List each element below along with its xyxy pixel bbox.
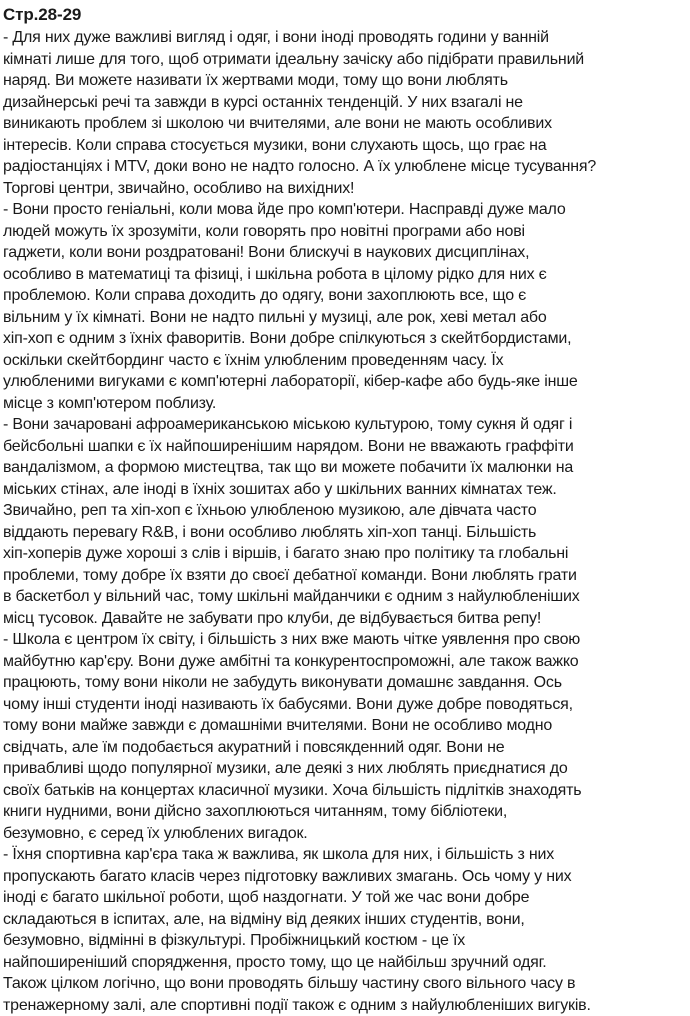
text-line: свідчать, але їм подобається акуратний і повсякденний одяг. Вони не	[3, 737, 687, 759]
text-line: вільним у їх кімнаті. Вони не надто пильні у музиці, але рок, хеві метал або	[3, 307, 687, 329]
text-line: бейсбольні шапки є їх найпоширенішим нарядом. Вони не вважають граффіти	[3, 436, 687, 458]
text-line: Звичайно, реп та хіп-хоп є їхньою улюбленою музикою, але дівчата часто	[3, 500, 687, 522]
text-line: Торгові центри, звичайно, особливо на вихідних!	[3, 178, 687, 200]
text-line: - Їхня спортивна кар'єра така ж важлива, як школа для них, і більшість з них	[3, 844, 687, 866]
text-line: - Школа є центром їх світу, і більшість з них вже мають чітке уявлення про свою	[3, 629, 687, 651]
text-line: пропускають багато класів через підготовку важливих змагань. Ось чому у них	[3, 866, 687, 888]
text-line: проблеми, тому добре їх взяти до своєї дебатної команди. Вони люблять грати	[3, 565, 687, 587]
text-line: віддають перевагу R&B, і вони особливо люблять хіп-хоп танці. Більшість	[3, 522, 687, 544]
text-line: складаються в іспитах, але, на відміну від деяких інших студентів, вони,	[3, 909, 687, 931]
text-line: привабливі щодо популярної музики, але деякі з них люблять приєднатися до	[3, 758, 687, 780]
text-line: безумовно, є серед їх улюблених вигадок.	[3, 823, 687, 845]
text-line: працюють, тому вони ніколи не забудуть виконувати домашнє завдання. Ось	[3, 672, 687, 694]
text-line: улюбленими вигуками є комп'ютерні лабораторії, кібер-кафе або будь-яке інше	[3, 371, 687, 393]
text-line: - Для них дуже важливі вигляд і одяг, і вони іноді проводять години у ванній	[3, 27, 687, 49]
paragraph	[3, 27, 687, 199]
text-line: книги нудними, вони дійсно захоплюються читанням, тому бібліотеки,	[3, 801, 687, 823]
text-line: наряд. Ви можете називати їх жертвами моди, тому що вони люблять	[3, 70, 687, 92]
text-line: тому вони майже завжди є домашніми вчителями. Вони не особливо модно	[3, 715, 687, 737]
page-header: Стр.28-29	[3, 3, 687, 27]
text-line: особливо в математиці та фізиці, і шкільна робота в цілому рідко для них є	[3, 264, 687, 286]
text-line: чому інші студенти іноді називають їх бабусями. Вони дуже добре поводяться,	[3, 694, 687, 716]
text-line: хіп-хоп є одним з їхніх фаворитів. Вони добре спілкуються з скейтбордистами,	[3, 328, 687, 350]
text-line: радіостанціях і MTV, доки воно не надто голосно. А їх улюблене місце тусування?	[3, 156, 687, 178]
text-line: своїх батьків на концертах класичної музики. Хоча більшість підлітків знаходять	[3, 780, 687, 802]
text-line: майбутню кар'єру. Вони дуже амбітні та конкурентоспроможні, але також важко	[3, 651, 687, 673]
text-line: оскільки скейтбординг часто є їхнім улюбленим проведенням часу. Їх	[3, 350, 687, 372]
text-line: іноді є багато шкільної роботи, щоб наздогнати. У той же час вони добре	[3, 887, 687, 909]
text-line: місце з комп'ютером поблизу.	[3, 393, 687, 415]
text-line: гаджети, коли вони роздратовані! Вони блискучі в наукових дисциплінах,	[3, 242, 687, 264]
paragraph	[3, 199, 687, 414]
text-line: найпоширеніший спорядження, просто тому, що це найбільш зручний одяг.	[3, 952, 687, 974]
text-line: хіп-хоперів дуже хороші з слів і віршів, і багато знаю про політику та глобальні	[3, 543, 687, 565]
text-line: міських стінах, але іноді в їхніх зошитах або у шкільних ванних кімнатах теж.	[3, 479, 687, 501]
text-line: дизайнерські речі та завжди в курсі останніх тенденцій. У них взагалі не	[3, 92, 687, 114]
text-line: кімнаті лише для того, щоб отримати ідеальну зачіску або підібрати правильний	[3, 49, 687, 71]
text-line: інтересів. Коли справа стосується музики, вони слухають щось, що грає на	[3, 135, 687, 157]
document-body	[3, 27, 687, 1016]
text-line: виникають проблем зі школою чи вчителями, але вони не мають особливих	[3, 113, 687, 135]
text-line: безумовно, відмінні в фізкультурі. Пробіжницький костюм - це їх	[3, 930, 687, 952]
text-line: тренажерному залі, але спортивні події також є одним з найулюбленіших вигуків.	[3, 995, 687, 1016]
text-line: місц тусовок. Давайте не забувати про клуби, де відбувається битва репу!	[3, 608, 687, 630]
document-page	[3, 0, 687, 914]
text-line: - Вони просто геніальні, коли мова йде про комп'ютери. Насправді дуже мало	[3, 199, 687, 221]
text-line: проблемою. Коли справа доходить до одягу, вони захоплюють все, що є	[3, 285, 687, 307]
text-line: в баскетбол у вільний час, тому шкільні майданчики є одним з найулюбленіших	[3, 586, 687, 608]
text-line: - Вони зачаровані афроамериканською міською культурою, тому сукня й одяг і	[3, 414, 687, 436]
paragraph	[3, 414, 687, 629]
text-line: Також цілком логічно, що вони проводять більшу частину свого вільного часу в	[3, 973, 687, 995]
paragraph	[3, 844, 687, 1016]
paragraph	[3, 629, 687, 844]
text-line: людей можуть їх зрозуміти, коли говорять про новітні програми або нові	[3, 221, 687, 243]
text-line: вандалізмом, а формою мистецтва, так що ви можете побачити їх малюнки на	[3, 457, 687, 479]
